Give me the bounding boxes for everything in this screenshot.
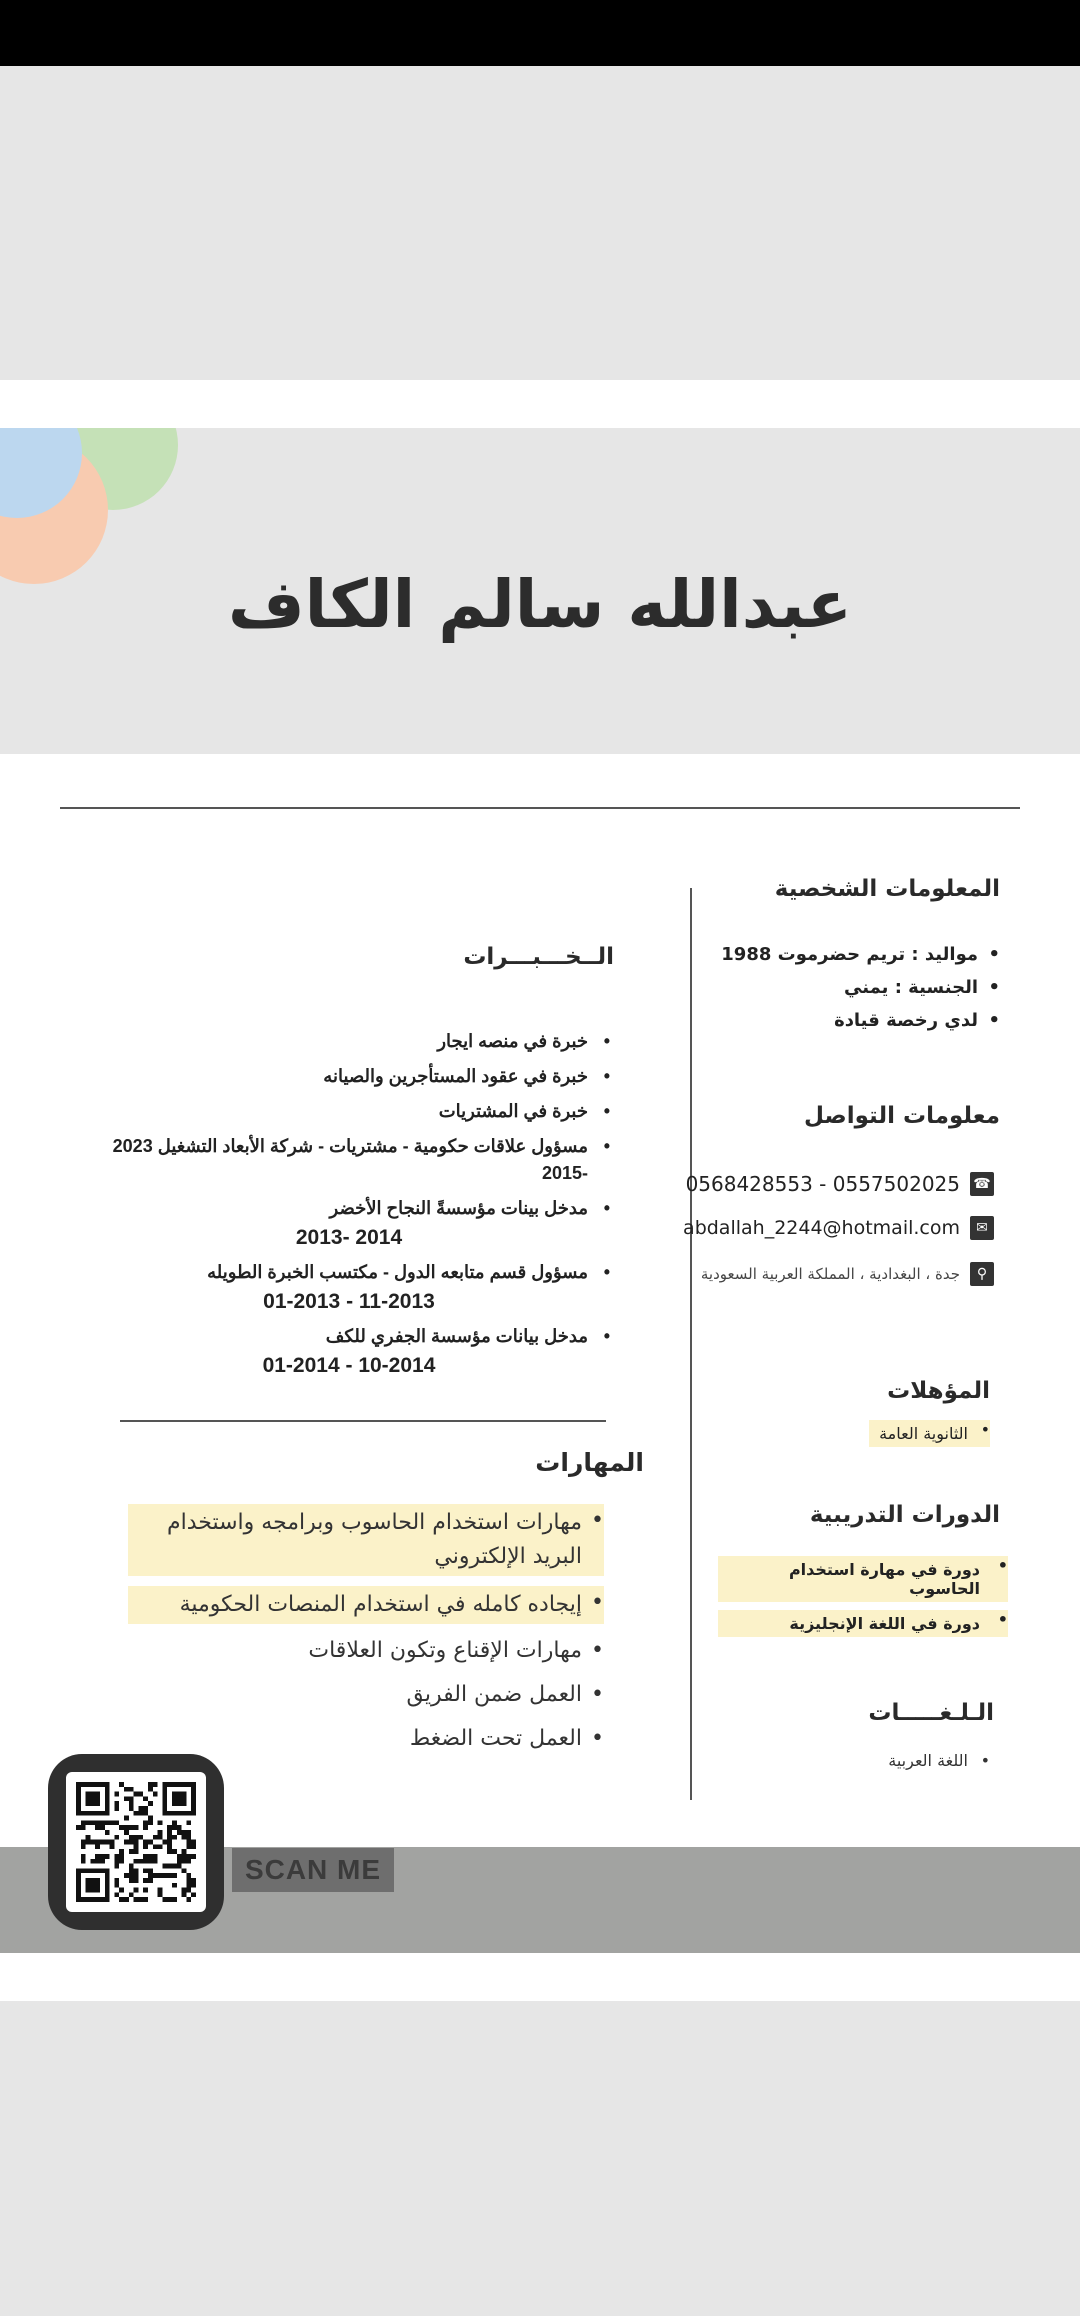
experience-item — [110, 1195, 610, 1251]
qr-background — [66, 1772, 206, 1912]
experience-divider — [120, 1420, 606, 1422]
phone-number: 0568428553 - 0557502025 — [685, 1172, 960, 1196]
experience-dates: 2014 -2013 — [295, 1226, 403, 1249]
contact-email-row — [683, 1216, 994, 1240]
experience-dates: 11-2013 - 01-2013 — [263, 1290, 435, 1313]
qualifications-list — [830, 1420, 990, 1447]
personal-info-title: المعلومات الشخصية — [774, 876, 1000, 902]
qr-frame — [48, 1754, 224, 1930]
course-item: • دورة في مهارة استخدام الحاسوب — [718, 1556, 1008, 1602]
skills-list — [128, 1504, 604, 1766]
skill-item: • مهارات استخدام الحاسوب وبرامجه واستخدام البريد الإلكتروني — [128, 1504, 604, 1576]
experience-text: خبرة في المشتريات — [438, 1101, 588, 1121]
experience-item — [110, 1259, 610, 1315]
language-item: • اللغة العربية — [790, 1751, 990, 1770]
skills-title: المهارات — [535, 1448, 644, 1477]
languages-title: الـلـغـــــات — [868, 1700, 994, 1726]
experience-text: مسؤول قسم متابعه الدول - مكتسب الخبرة الطويله — [207, 1262, 588, 1282]
skill-item: • العمل تحت الضغط — [128, 1722, 604, 1756]
experience-text: مدخل بينات مؤسسةً النجاح الأخضر — [329, 1198, 588, 1218]
contact-phone-row — [686, 1172, 994, 1196]
header-divider — [60, 807, 1020, 809]
course-item: • دورة في اللغة الإنجليزية — [718, 1610, 1008, 1637]
status-bar — [0, 0, 1080, 66]
experience-item — [110, 1098, 610, 1125]
courses-title: الدورات التدريبية — [809, 1502, 1000, 1528]
experience-item — [110, 1133, 610, 1187]
email-address: abdallah_2244@hotmail.com — [683, 1217, 960, 1239]
personal-item: • لدي رخصة قيادة — [680, 1004, 1000, 1037]
cv-page — [0, 428, 1080, 1953]
qualifications-title: المؤهلات — [887, 1378, 990, 1404]
page-gap-bottom — [0, 1953, 1080, 2001]
personal-item: • مواليد : تريم حضرموت 1988 — [680, 938, 1000, 971]
experience-text: خبرة في منصه ايجار — [437, 1031, 588, 1051]
page-gap-top — [0, 380, 1080, 428]
personal-info-list — [680, 938, 1000, 1037]
scan-me-label: SCAN ME — [232, 1848, 394, 1892]
skill-item: • إيجاده كامله في استخدام المنصات الحكومية — [128, 1586, 604, 1624]
experience-text: مدخل بيانات مؤسسة الجفري للكف — [325, 1326, 588, 1346]
location-pin-icon: ⚲ — [970, 1262, 994, 1286]
qr-code-icon[interactable] — [76, 1782, 196, 1902]
mail-icon: ✉ — [970, 1216, 994, 1240]
skill-item: • مهارات الإقناع وتكون العلاقات — [128, 1634, 604, 1668]
experience-text: مسؤول علاقات حكومية - مشتريات - شركة الأبعاد التشغيل 2023 -2015 — [112, 1136, 588, 1183]
qualification-item: • الثانوية العامة — [869, 1420, 990, 1447]
header-band — [0, 428, 1080, 754]
skill-item: • العمل ضمن الفريق — [128, 1678, 604, 1712]
contact-info-title: معلومات التواصل — [804, 1103, 1000, 1129]
experience-title: الــخـــبـــرات — [463, 944, 614, 970]
contact-address-row — [701, 1262, 994, 1286]
courses-list — [718, 1556, 1008, 1645]
languages-list — [790, 1751, 990, 1770]
experience-dates: 10-2014 - 01-2014 — [262, 1354, 436, 1377]
person-name: عبدالله سالم الكاف — [228, 566, 852, 643]
experience-item — [110, 1028, 610, 1055]
experience-item — [110, 1323, 610, 1379]
experience-list — [110, 1028, 610, 1387]
address-text: جدة ، البغدادية ، المملكة العربية السعودية — [700, 1265, 960, 1283]
phone-icon: ☎ — [970, 1172, 994, 1196]
personal-item: • الجنسية : يمني — [680, 971, 1000, 1004]
experience-item — [110, 1063, 610, 1090]
experience-text: خبرة في عقود المستأجرين والصيانه — [323, 1066, 588, 1086]
